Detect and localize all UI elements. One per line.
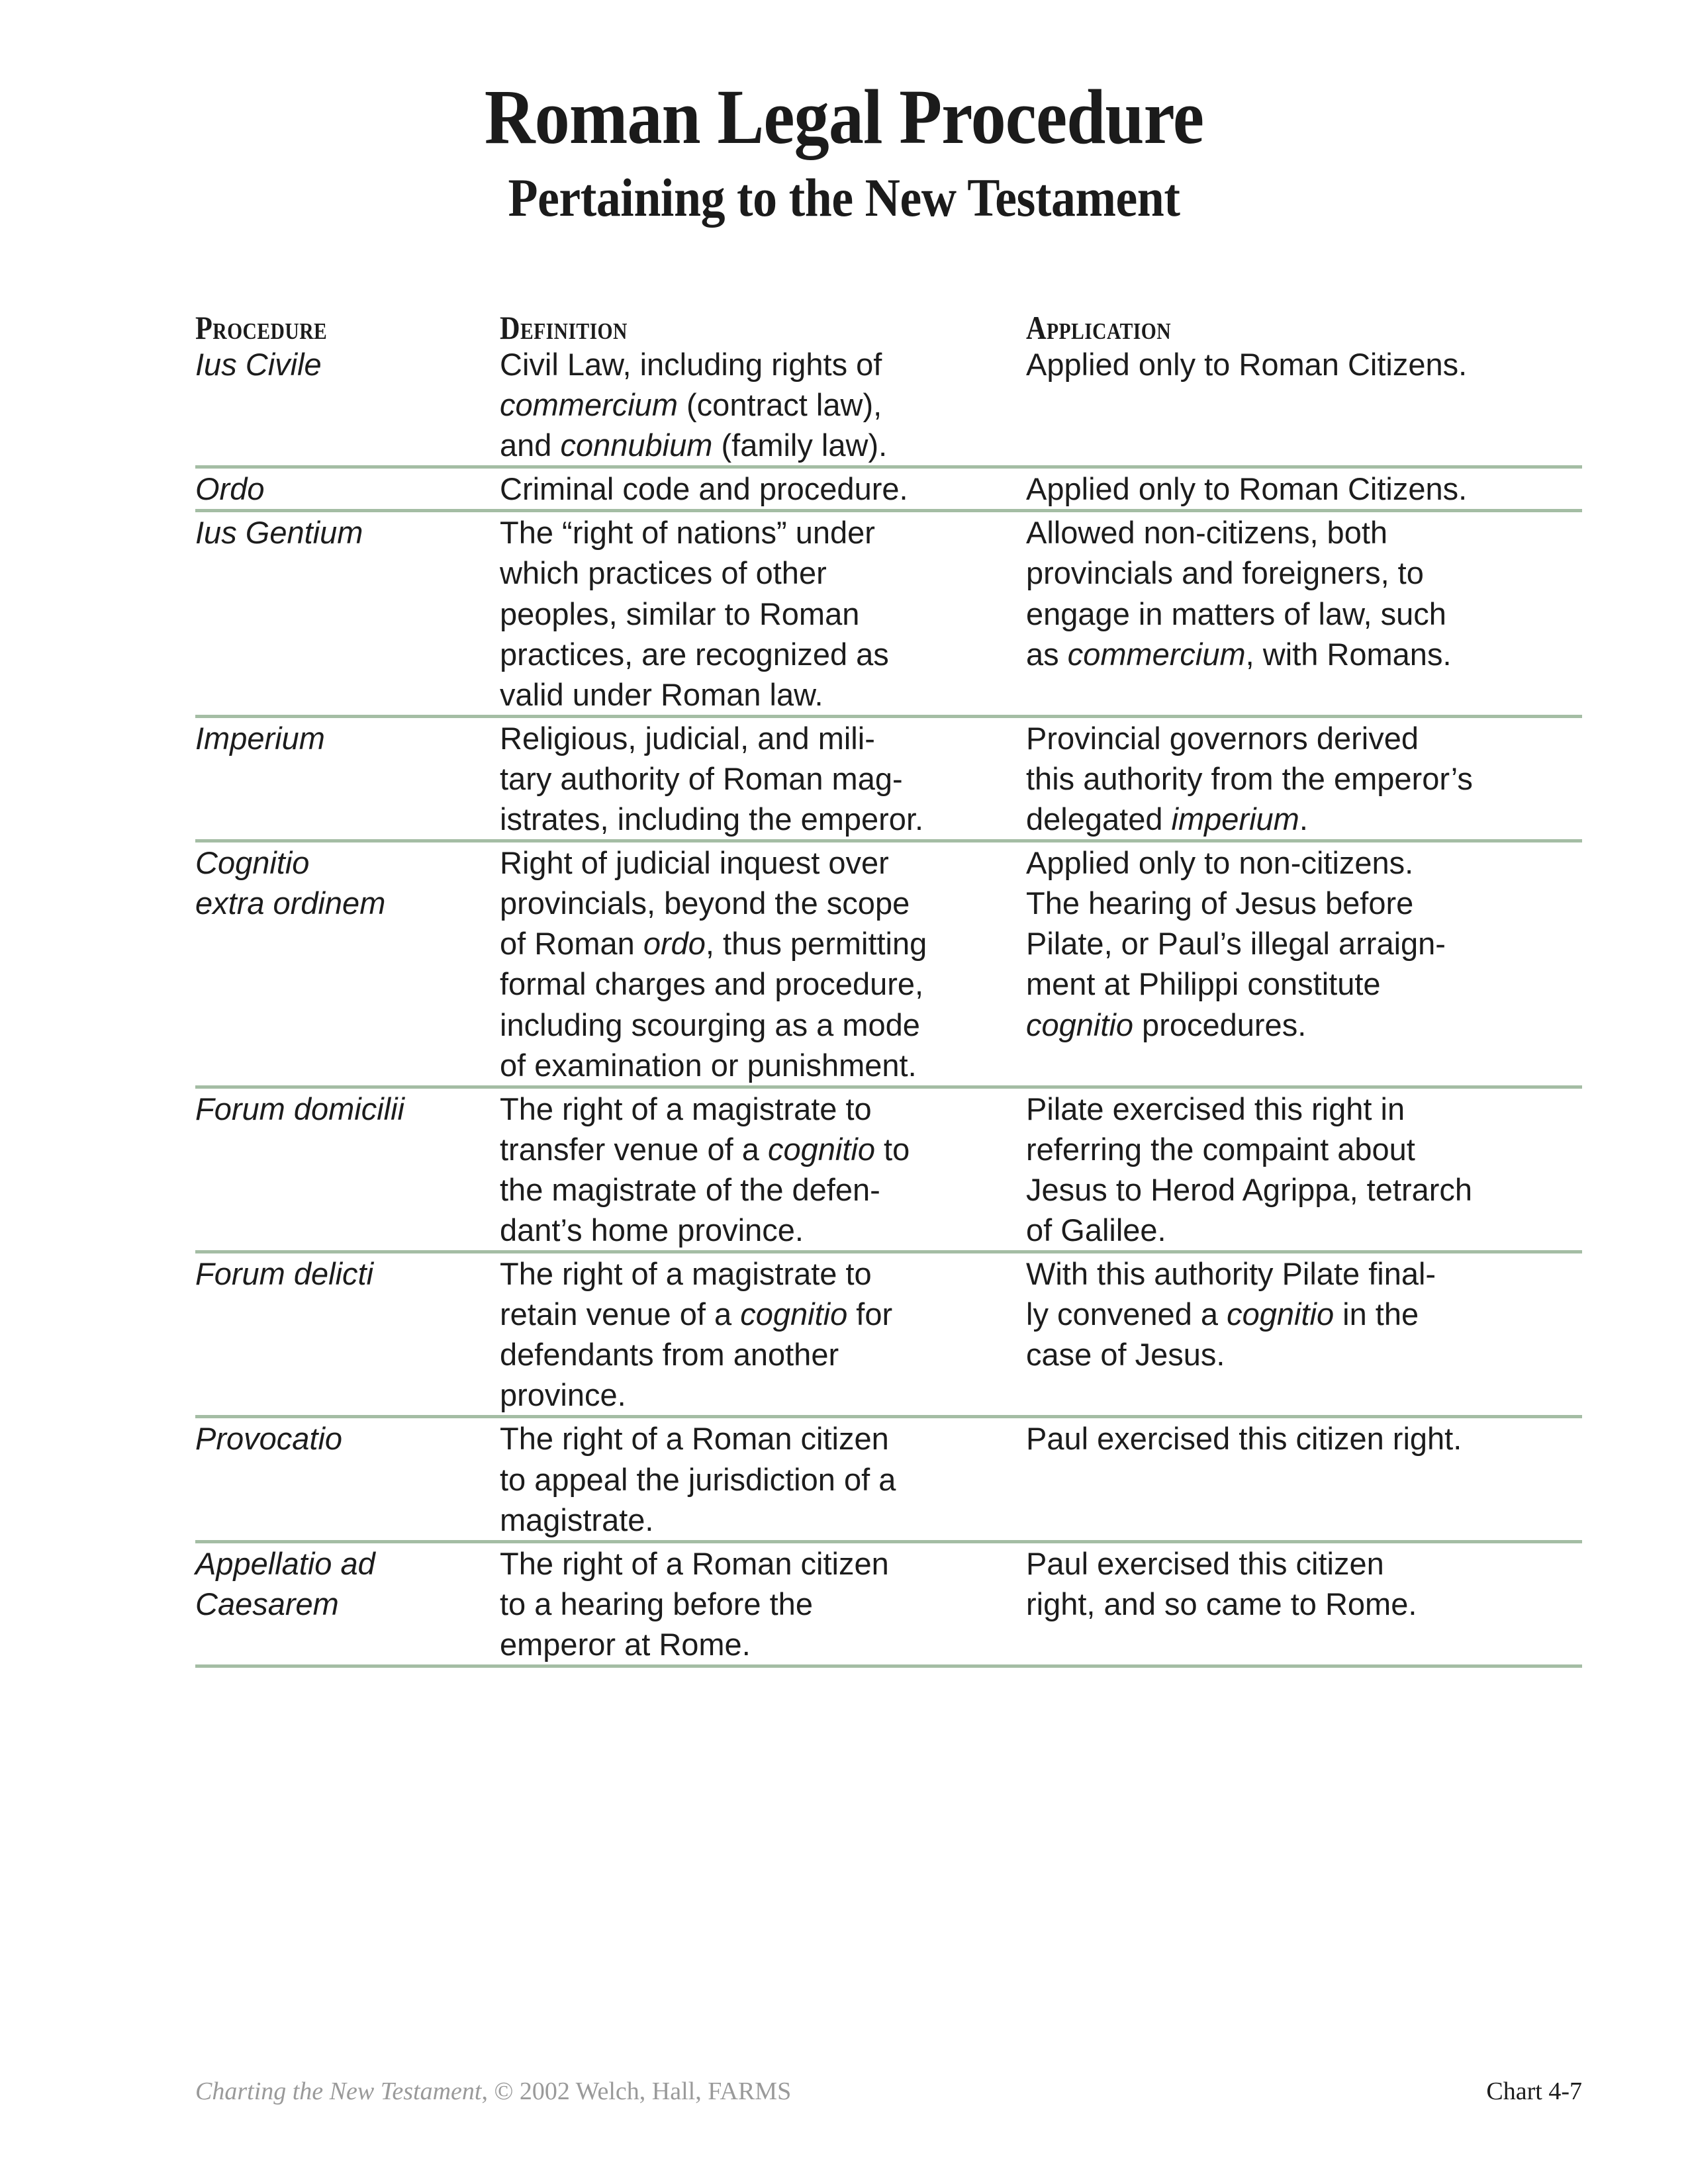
cell-procedure — [195, 467, 500, 511]
column-header-procedure-label: Procedure — [195, 309, 328, 346]
table-bottom-rule — [195, 1664, 1582, 1668]
cell-procedure-line: Ordo — [195, 471, 265, 507]
cell-definition — [500, 467, 1026, 511]
cell-application-line: Pilate, or Paul’s illegal arraign- — [1026, 926, 1446, 962]
cell-application — [1026, 1252, 1582, 1417]
cell-definition — [500, 841, 1026, 1087]
cell-procedure-line: extra ordinem — [195, 886, 386, 921]
cell-application-line: Paul exercised this citizen right. — [1026, 1421, 1462, 1457]
cell-definition-line: Civil Law, including rights of — [500, 347, 882, 382]
cell-procedure — [195, 1417, 500, 1541]
cell-definition-line: of examination or punishment. — [500, 1047, 917, 1083]
cell-definition-line: Criminal code and procedure. — [500, 471, 908, 507]
table-header-row — [195, 311, 1582, 344]
cell-procedure — [195, 344, 500, 467]
footer-source — [195, 2077, 791, 2106]
procedure-table-wrap — [195, 311, 1582, 1668]
table-row — [195, 1417, 1582, 1541]
cell-application-line: Pilate exercised this right in — [1026, 1091, 1405, 1126]
cell-procedure — [195, 511, 500, 716]
cell-application-line: Applied only to Roman Citizens. — [1026, 347, 1468, 382]
column-header-application — [1026, 311, 1538, 344]
column-header-definition-label: Definition — [500, 309, 628, 346]
footer-copyright: , © 2002 Welch, Hall, FARMS — [481, 2077, 792, 2105]
cell-definition-line: practices, are recognized as — [500, 636, 889, 672]
footer — [195, 2077, 1582, 2106]
cell-definition-line: commercium (contract law), — [500, 387, 882, 423]
cell-definition-line: The right of a Roman citizen — [500, 1545, 889, 1581]
footer-book-title: Charting the New Testament — [195, 2077, 482, 2105]
cell-definition-line: Right of judicial inquest over — [500, 845, 889, 881]
page-title: Roman Legal Procedure — [484, 73, 1204, 160]
column-header-definition — [500, 311, 984, 344]
cell-definition-line: transfer venue of a cognitio to — [500, 1131, 910, 1167]
cell-procedure-line: Caesarem — [195, 1586, 339, 1621]
cell-application-line: as commercium, with Romans. — [1026, 636, 1452, 672]
cell-application-line: Allowed non-citizens, both — [1026, 515, 1388, 551]
cell-definition — [500, 1087, 1026, 1251]
table-body — [195, 344, 1582, 1664]
cell-definition-line: and connubium (family law). — [500, 428, 888, 463]
cell-application-line: right, and so came to Rome. — [1026, 1586, 1417, 1621]
cell-procedure — [195, 1087, 500, 1251]
column-header-application-label: Application — [1026, 309, 1172, 346]
page-subtitle: Pertaining to the New Testament — [508, 167, 1180, 228]
cell-application — [1026, 716, 1582, 841]
cell-definition-line: the magistrate of the defen- — [500, 1171, 880, 1207]
cell-definition — [500, 511, 1026, 716]
cell-definition-line: retain venue of a cognitio for — [500, 1297, 893, 1332]
cell-application-line: Applied only to Roman Citizens. — [1026, 471, 1468, 507]
cell-application — [1026, 467, 1582, 511]
table-row — [195, 344, 1582, 467]
cell-application-line: Jesus to Herod Agrippa, tetrarch — [1026, 1171, 1473, 1207]
cell-application-line: cognitio procedures. — [1026, 1007, 1307, 1042]
cell-definition-line: to appeal the jurisdiction of a — [500, 1461, 896, 1497]
cell-definition-line: formal charges and procedure, — [500, 966, 924, 1002]
cell-definition-line: emperor at Rome. — [500, 1626, 751, 1662]
cell-application — [1026, 511, 1582, 716]
cell-application-line: delegated imperium. — [1026, 801, 1308, 837]
cell-definition — [500, 1417, 1026, 1541]
cell-definition-line: The right of a magistrate to — [500, 1256, 872, 1292]
cell-application-line: of Galilee. — [1026, 1212, 1166, 1248]
table-row — [195, 1252, 1582, 1417]
cell-definition-line: to a hearing before the — [500, 1586, 813, 1621]
cell-application-line: ment at Philippi constitute — [1026, 966, 1381, 1002]
cell-procedure-line: Cognitio — [195, 845, 310, 881]
cell-procedure-line: Imperium — [195, 720, 325, 756]
cell-application-line: this authority from the emperor’s — [1026, 760, 1473, 796]
cell-procedure-line: Ius Civile — [195, 347, 322, 382]
cell-application — [1026, 344, 1582, 467]
cell-application — [1026, 1541, 1582, 1664]
table-row — [195, 1541, 1582, 1664]
cell-application-line: The hearing of Jesus before — [1026, 886, 1414, 921]
cell-application-line: referring the compaint about — [1026, 1131, 1415, 1167]
table-header — [195, 311, 1582, 344]
cell-procedure-line: Appellatio ad — [195, 1545, 375, 1581]
column-header-procedure — [195, 311, 475, 344]
procedure-table — [195, 311, 1582, 1664]
cell-definition-line: of Roman ordo, thus permitting — [500, 926, 927, 962]
cell-definition-line: The right of a Roman citizen — [500, 1421, 889, 1457]
cell-application-line: engage in matters of law, such — [1026, 596, 1446, 631]
cell-procedure — [195, 1252, 500, 1417]
cell-definition — [500, 1252, 1026, 1417]
cell-application — [1026, 1417, 1582, 1541]
cell-definition-line: The right of a magistrate to — [500, 1091, 872, 1126]
cell-procedure-line: Provocatio — [195, 1421, 343, 1457]
cell-definition-line: valid under Roman law. — [500, 676, 823, 712]
cell-application — [1026, 1087, 1582, 1251]
cell-procedure — [195, 841, 500, 1087]
cell-application-line: With this authority Pilate final- — [1026, 1256, 1436, 1292]
cell-definition — [500, 716, 1026, 841]
cell-definition-line: including scourging as a mode — [500, 1007, 920, 1042]
cell-definition-line: Religious, judicial, and mili- — [500, 720, 875, 756]
cell-procedure-line: Ius Gentium — [195, 515, 363, 551]
cell-procedure — [195, 1541, 500, 1664]
table-row — [195, 467, 1582, 511]
cell-definition-line: istrates, including the emperor. — [500, 801, 924, 837]
cell-definition-line: tary authority of Roman mag- — [500, 760, 903, 796]
cell-application-line: Provincial governors derived — [1026, 720, 1419, 756]
cell-procedure — [195, 716, 500, 841]
title-block — [0, 73, 1688, 228]
footer-chart-number: Chart 4-7 — [1486, 2077, 1582, 2105]
cell-definition-line: dant’s home province. — [500, 1212, 804, 1248]
table-row — [195, 716, 1582, 841]
cell-definition-line: The “right of nations” under — [500, 515, 875, 551]
cell-definition-line: peoples, similar to Roman — [500, 596, 860, 631]
cell-definition-line: provincials, beyond the scope — [500, 886, 910, 921]
table-row — [195, 841, 1582, 1087]
cell-definition-line: magistrate. — [500, 1502, 654, 1537]
table-row — [195, 1087, 1582, 1251]
cell-application-line: provincials and foreigners, to — [1026, 555, 1424, 591]
cell-definition — [500, 344, 1026, 467]
cell-procedure-line: Forum delicti — [195, 1256, 374, 1292]
cell-application-line: ly convened a cognitio in the — [1026, 1297, 1419, 1332]
cell-application-line: Applied only to non-citizens. — [1026, 845, 1414, 881]
cell-application — [1026, 841, 1582, 1087]
cell-application-line: case of Jesus. — [1026, 1337, 1225, 1373]
cell-application-line: Paul exercised this citizen — [1026, 1545, 1384, 1581]
cell-procedure-line: Forum domicilii — [195, 1091, 404, 1126]
table-row — [195, 511, 1582, 716]
cell-definition — [500, 1541, 1026, 1664]
cell-definition-line: which practices of other — [500, 555, 827, 591]
cell-definition-line: province. — [500, 1377, 626, 1413]
cell-definition-line: defendants from another — [500, 1337, 839, 1373]
